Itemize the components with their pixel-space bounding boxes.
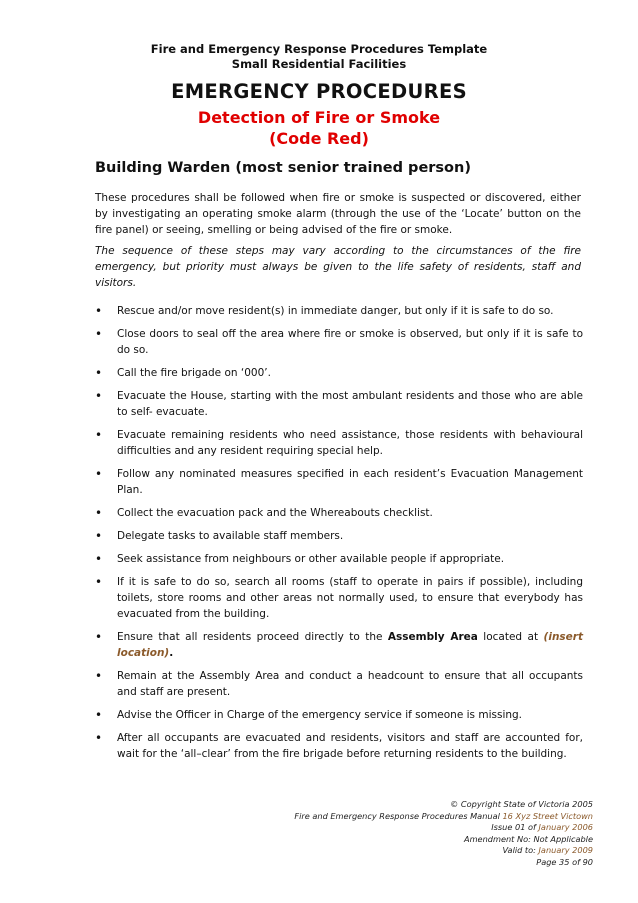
bullet-icon: •: [95, 669, 103, 683]
procedure-step: [95, 528, 583, 544]
procedure-step: [95, 365, 583, 381]
step-text: Follow any nominated measures specified in each resident’s Evacuation Management Plan.: [117, 468, 583, 496]
step-text: Call the fire brigade on ‘000’.: [117, 367, 271, 379]
intro-paragraph: These procedures shall be followed when fire or smoke is suspected or discovered, either by investigating an operating smoke alarm (through the use of the ‘Locate’ button on the fire panel) or seeing, smelling or being advised of the fire or smoke.: [95, 192, 581, 236]
page-title: EMERGENCY PROCEDURES: [171, 80, 467, 103]
valid-date: January 2009: [538, 845, 593, 855]
bullet-icon: •: [95, 731, 103, 745]
bullet-icon: •: [95, 327, 103, 341]
page-footer: [253, 799, 593, 868]
bullet-icon: •: [95, 529, 103, 543]
assembly-text-after: .: [169, 647, 174, 659]
step-text: Evacuate the House, starting with the most ambulant residents and those who are able to self- evacuate.: [117, 390, 583, 418]
step-text: Remain at the Assembly Area and conduct a headcount to ensure that all occupants and staff are present.: [117, 670, 583, 698]
step-text: Collect the evacuation pack and the Whereabouts checklist.: [117, 507, 433, 519]
procedure-code: (Code Red): [269, 129, 369, 148]
issue-line: [253, 822, 593, 834]
step-text: Seek assistance from neighbours or other available people if appropriate.: [117, 553, 505, 565]
priority-note: The sequence of these steps may vary according to the circumstances of the fire emergency, but priority must always be given to the life safety of residents, staff and visitors.: [95, 245, 581, 289]
bullet-icon: •: [95, 428, 103, 442]
bullet-icon: •: [95, 630, 103, 644]
manual-line: [253, 811, 593, 823]
step-text: If it is safe to do so, search all rooms (staff to operate in pairs if possible), including toilets, store rooms and other areas not normally used, to ensure that everybody has evacuated from the building.: [117, 576, 583, 620]
manual-address: 16 Xyz Street Victown: [502, 810, 593, 821]
assembly-text-before: Ensure that all residents proceed directly to the: [117, 631, 388, 643]
step-text: Evacuate remaining residents who need assistance, those residents with behavioural difficulties and any resident requiring special help.: [117, 429, 583, 457]
issue-label: Issue 01 of: [491, 822, 539, 832]
bullet-icon: •: [95, 304, 103, 318]
step-text: Delegate tasks to available staff members.: [117, 530, 344, 542]
bullet-icon: •: [95, 552, 103, 566]
assembly-text-middle: located at: [477, 631, 544, 643]
bullet-icon: •: [95, 366, 103, 380]
procedure-step: [95, 707, 583, 723]
procedure-step: [95, 551, 583, 567]
procedure-step: [95, 574, 583, 622]
procedure-subtitle: [0, 107, 638, 149]
procedure-step: [95, 730, 583, 762]
procedure-step: [95, 427, 583, 459]
document-header-subtitle: Small Residential Facilities: [231, 57, 407, 71]
procedure-step: [95, 388, 583, 420]
amendment-line: Amendment No: Not Applicable: [463, 833, 593, 844]
bullet-icon: •: [95, 708, 103, 722]
procedure-name: Detection of Fire or Smoke: [197, 108, 441, 127]
document-header: [0, 42, 638, 72]
step-text: Advise the Officer in Charge of the emergency service if someone is missing.: [117, 709, 523, 721]
bullet-icon: •: [95, 389, 103, 403]
copyright-line: © Copyright State of Victoria 2005: [450, 799, 593, 809]
page-number: Page 35 of 90: [536, 856, 593, 867]
document-header-title: Fire and Emergency Response Procedures Template: [150, 42, 488, 56]
issue-date: January 2006: [538, 822, 593, 832]
step-text: Close doors to seal off the area where fire or smoke is observed, but only if it is safe to do so.: [117, 328, 583, 356]
step-text: Rescue and/or move resident(s) in immediate danger, but only if it is safe to do so.: [117, 305, 554, 317]
procedure-step: [95, 303, 583, 319]
section-heading: Building Warden (most senior trained person): [95, 160, 471, 176]
procedure-step: [95, 466, 583, 498]
procedure-step-assembly: [95, 629, 583, 661]
valid-line: [253, 845, 593, 857]
procedure-step: [95, 505, 583, 521]
procedure-steps-list: [95, 303, 583, 769]
valid-label: Valid to:: [502, 845, 539, 855]
manual-title: Fire and Emergency Response Procedures Manual: [294, 810, 503, 821]
procedure-step: [95, 668, 583, 700]
step-text: [117, 629, 583, 661]
procedure-step: [95, 326, 583, 358]
bullet-icon: •: [95, 467, 103, 481]
step-text: After all occupants are evacuated and residents, visitors and staff are accounted for, wait for the ‘all–clear’ from the fire brigade before returning residents to the building.: [117, 732, 583, 760]
bullet-icon: •: [95, 506, 103, 520]
assembly-location-placeholder: (insert location): [117, 631, 583, 659]
assembly-area-keyword: Assembly Area: [387, 631, 478, 643]
bullet-icon: •: [95, 575, 103, 589]
